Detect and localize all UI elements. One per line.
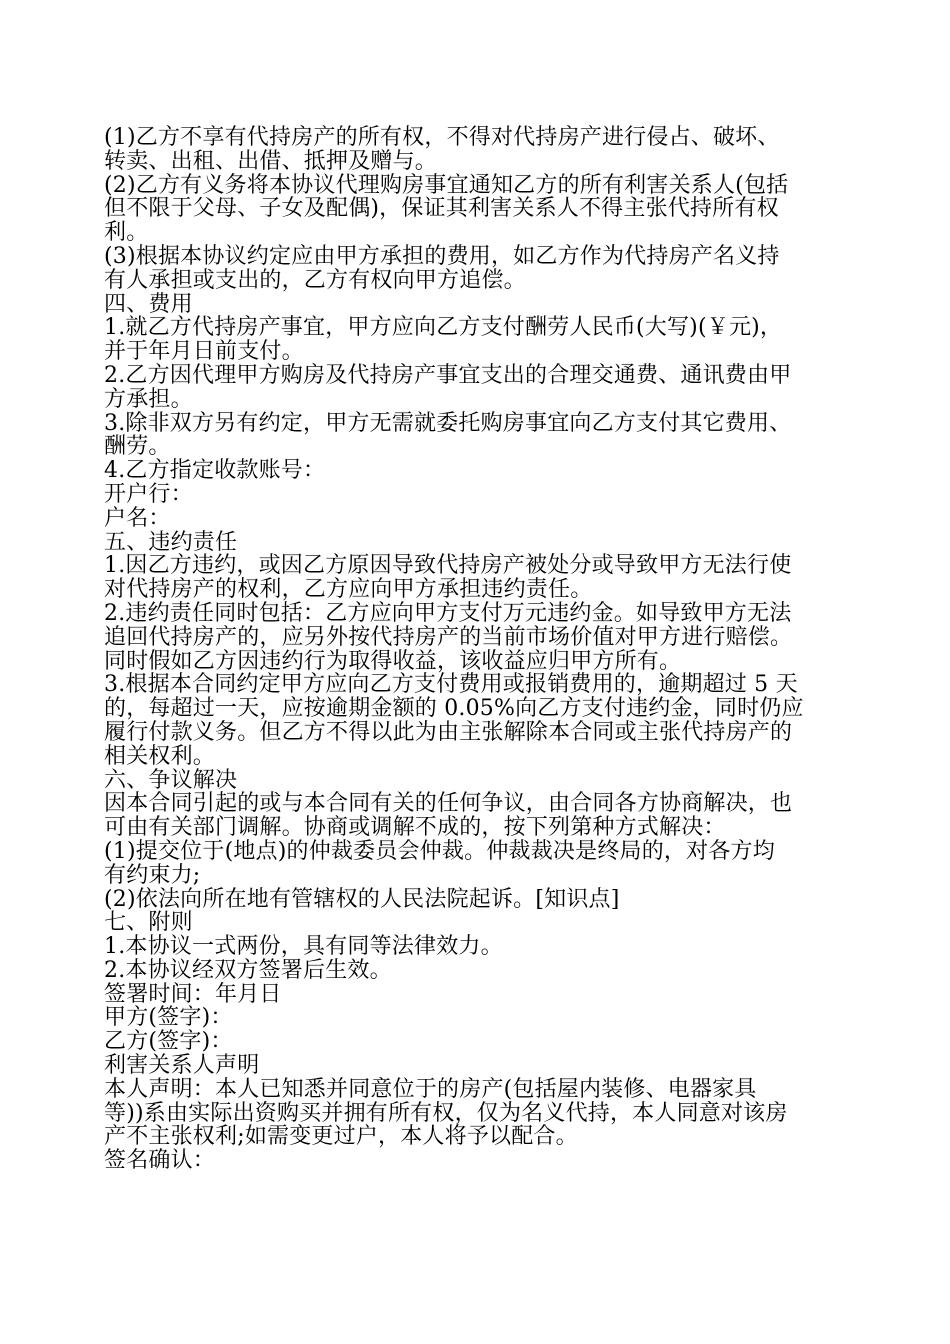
document-body — [104, 126, 864, 1173]
text-line: (3)根据本协议约定应由甲方承担的费用，如乙方作为代持房产名义持 — [104, 243, 780, 269]
text-line: 相关权利。 — [104, 743, 216, 769]
text-line: (1)提交位于(地点)的仲裁委员会仲裁。仲裁裁决是终局的，对各方均 — [104, 838, 775, 864]
section-heading: 六、争议解决 — [104, 767, 238, 793]
text-line: 对代持房产的权利，乙方应向甲方承担违约责任。 — [104, 577, 593, 603]
text-line: 3.除非双方另有约定，甲方无需就委托购房事宜向乙方支付其它费用、 — [104, 410, 792, 436]
text-line: 2.本协议经双方签署后生效。 — [104, 957, 392, 983]
signature-confirmation: 签名确认： — [104, 1148, 216, 1174]
text-line: 开户行： — [104, 481, 193, 507]
text-line: 户名： — [104, 505, 171, 531]
text-line: 并于年月日前支付。 — [104, 339, 304, 365]
text-line: 转卖、出租、出借、抵押及赠与。 — [104, 148, 438, 174]
party-a-signature: 甲方(签字)： — [104, 1005, 233, 1031]
text-line: 但不限于父母、子女及配偶)，保证其利害关系人不得主张代持所有权 — [104, 196, 779, 222]
section-heading: 四、费用 — [104, 291, 193, 317]
text-line: 1.本协议一式两份，具有同等法律效力。 — [104, 934, 503, 960]
text-line: 有约束力; — [104, 862, 201, 888]
text-line: 2.乙方因代理甲方购房及代持房产事宜支出的合理交通费、通讯费由甲 — [104, 362, 792, 388]
section-heading: 利害关系人声明 — [104, 1053, 260, 1079]
text-line: (1)乙方不享有代持房产的所有权，不得对代持房产进行侵占、破坏、 — [104, 125, 780, 150]
text-line: 履行付款义务。但乙方不得以此为由主张解除本合同或主张代持房产的 — [104, 719, 793, 745]
text-line: 等))系由实际出资购买并拥有所有权，仅为名义代持，本人同意对该房 — [104, 1100, 788, 1126]
text-line: 有人承担或支出的，乙方有权向甲方追偿。 — [104, 267, 526, 293]
text-line: 4.乙方指定收款账号： — [104, 458, 326, 484]
text-line: 3.根据本合同约定甲方应向乙方支付费用或报销费用的，逾期超过 5 天 — [104, 672, 798, 698]
text-line: 产不主张权利;如需变更过户，本人将予以配合。 — [104, 1124, 578, 1150]
text-line: 酬劳。 — [104, 434, 171, 460]
section-heading: 七、附则 — [104, 910, 193, 936]
text-line: 本人声明：本人已知悉并同意位于的房产(包括屋内装修、电器家具 — [104, 1076, 757, 1102]
text-line: 1.因乙方违约，或因乙方原因导致代持房产被处分或导致甲方无法行使 — [104, 553, 792, 579]
text-line: 同时假如乙方因违约行为取得收益，该收益应归甲方所有。 — [104, 648, 682, 674]
text-line: 2.违约责任同时包括：乙方应向甲方支付万元违约金。如导致甲方无法 — [104, 600, 792, 626]
text-line: 1.就乙方代持房产事宜，甲方应向乙方支付酬劳人民币(大写)(￥元)， — [104, 315, 783, 341]
text-line: 追回代持房产的，应另外按代持房产的当前市场价值对甲方进行赔偿。 — [104, 624, 793, 650]
party-b-signature: 乙方(签字)： — [104, 1029, 233, 1055]
text-line: 的，每超过一天，应按逾期金额的 0.05%向乙方支付违约金，同时仍应 — [104, 696, 804, 722]
section-heading: 五、违约责任 — [104, 529, 238, 555]
text-line: 因本合同引起的或与本合同有关的任何争议，由合同各方协商解决，也 — [104, 791, 793, 817]
text-line: 方承担。 — [104, 386, 193, 412]
text-line: 利。 — [104, 220, 149, 246]
text-line: (2)乙方有义务将本协议代理购房事宜通知乙方的所有利害关系人(包括 — [104, 172, 789, 198]
text-line: 可由有关部门调解。协商或调解不成的，按下列第种方式解决： — [104, 815, 726, 841]
signing-date: 签署时间：年月日 — [104, 981, 282, 1007]
text-line: (2)依法向所在地有管辖权的人民法院起诉。[知识点] — [104, 886, 620, 912]
